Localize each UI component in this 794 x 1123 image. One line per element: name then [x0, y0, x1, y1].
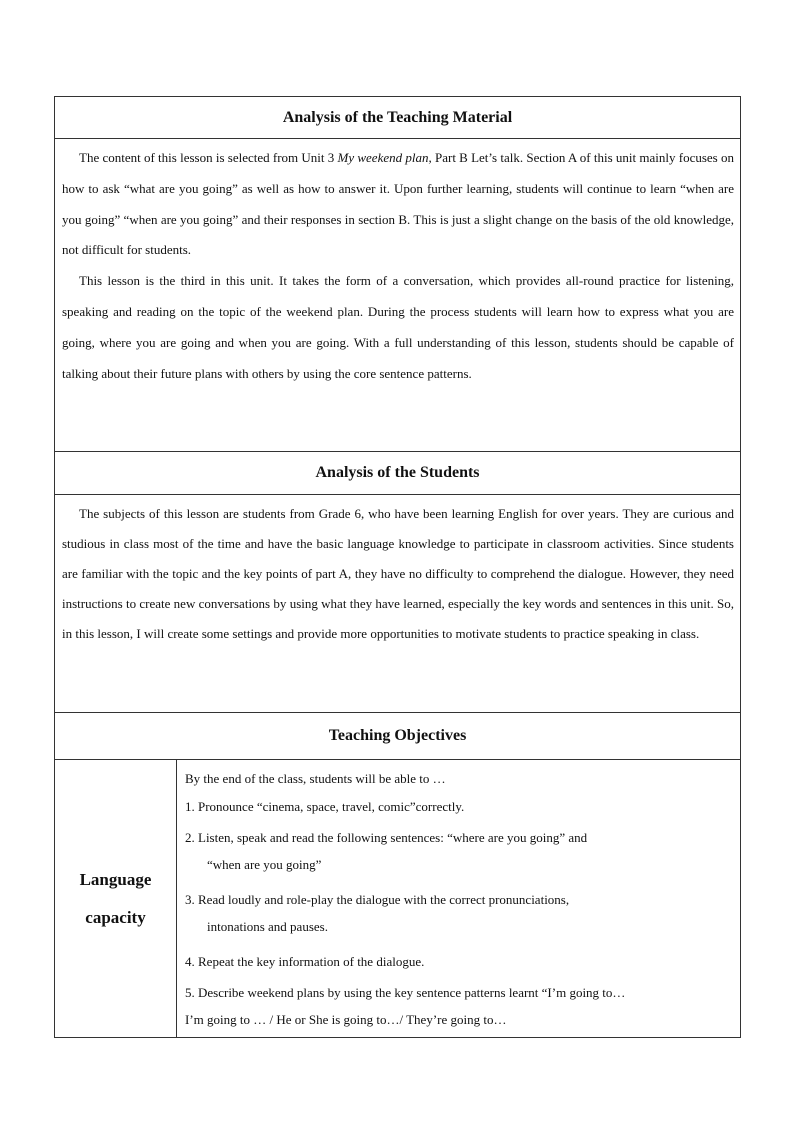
label-line-2: capacity	[85, 907, 146, 927]
objective-text-continued: intonations and pauses.	[207, 919, 328, 934]
objective-number: 1.	[185, 799, 195, 814]
students-body	[55, 495, 741, 713]
students-paragraph: The subjects of this lesson are students from Grade 6, who have been learning English for over years. They are curious and studious in class most of the time and have the basic language knowledge to participate in classroom activities. Since students are familiar with the topic and the key points of part A, they have no difficulty to comprehend the dialogue. However, they need instructions to create new conversations by using what they have learned, especially the key words and sentences in this unit. So, in this lesson, I will create some settings and provide more opportunities to motivate students to practice speaking in class.	[62, 506, 734, 641]
objective-text-continued: “when are you going”	[207, 857, 322, 872]
objective-category-label	[55, 760, 177, 1038]
objective-number: 3.	[185, 892, 195, 907]
objective-item	[185, 886, 734, 940]
objective-text: Pronounce “cinema, space, travel, comic”correctly.	[198, 799, 465, 814]
material-paragraph-1	[62, 143, 734, 266]
objectives-header-row	[55, 713, 741, 760]
lesson-plan-table	[54, 96, 741, 1038]
material-body-row	[55, 139, 741, 452]
objectives-body-row	[55, 760, 741, 1038]
objectives-list	[177, 760, 741, 1038]
material-header-row	[55, 97, 741, 139]
objective-text: Read loudly and role-play the dialogue with the correct pronunciations,	[198, 892, 570, 907]
objective-number: 2.	[185, 830, 195, 845]
objective-text: Repeat the key information of the dialogue.	[198, 954, 425, 969]
unit-title-italic: My weekend plan,	[337, 150, 432, 165]
students-body-row	[55, 495, 741, 713]
material-body	[55, 139, 741, 452]
objective-item	[185, 824, 734, 878]
material-para1-end: Part B Let’s talk. Section A of this unit mainly focuses on how to ask “what are you going” as well as how to answer it. Upon further learning, students will continue to learn “when are you going” “when are you going” and their responses in section B. This is just a slight change on the basis of the old knowledge, not difficult for students.	[62, 150, 734, 258]
objective-text: Listen, speak and read the following sentences: “where are you going” and	[198, 830, 588, 845]
objective-text: Describe weekend plans by using the key sentence patterns learnt “I’m going to…	[198, 985, 626, 1000]
objective-text-continued: I’m going to … / He or She is going to…/ They’re going to…	[185, 1012, 507, 1027]
document-page	[54, 96, 740, 1038]
objective-item	[185, 948, 734, 975]
objective-item	[185, 979, 734, 1033]
section-title-objectives: Teaching Objectives	[55, 713, 741, 760]
objectives-intro: By the end of the class, students will be able to …	[185, 771, 446, 786]
section-title-students: Analysis of the Students	[55, 452, 741, 495]
section-title-material: Analysis of the Teaching Material	[55, 97, 741, 139]
students-header-row	[55, 452, 741, 495]
objective-number: 4.	[185, 954, 195, 969]
objective-item	[185, 793, 734, 820]
label-line-1: Language	[79, 869, 152, 889]
material-paragraph-2: This lesson is the third in this unit. It takes the form of a conversation, which provides all-round practice for listening, speaking and reading on the topic of the weekend plan. During the process students will learn how to express what you are going, where you are going and when you are going. With a full understanding of this lesson, students should be capable of talking about their future plans with others by using the core sentence patterns.	[62, 273, 734, 381]
objective-number: 5.	[185, 985, 195, 1000]
material-para1-start: The content of this lesson is selected from Unit 3	[79, 150, 338, 165]
